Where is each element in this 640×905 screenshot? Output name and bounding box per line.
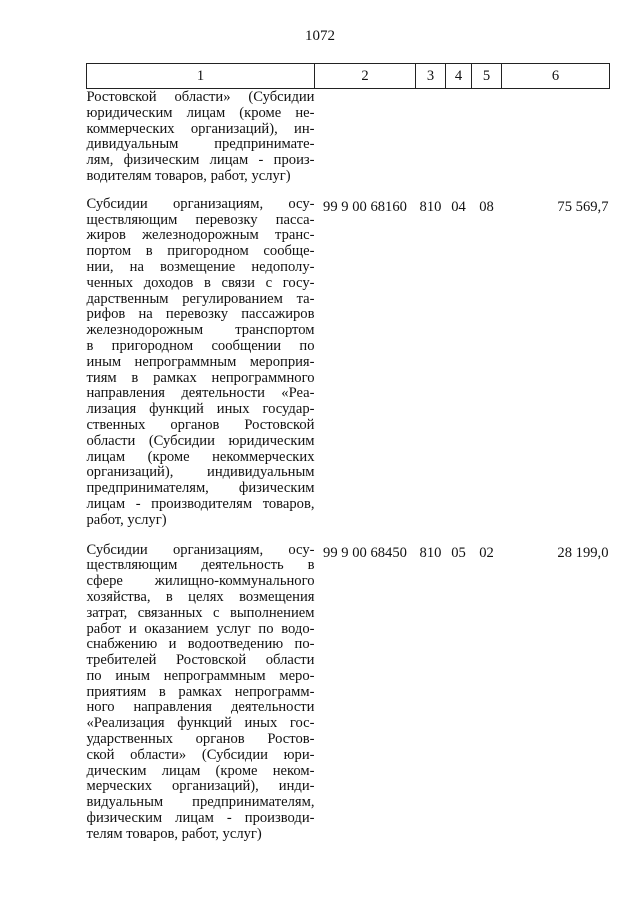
description-line: Субсидии организациям, осу- <box>86 541 315 558</box>
row-target-code: 99 9 00 68450 <box>323 544 407 561</box>
description-line: жиров железнодорожным транс- <box>86 227 315 244</box>
description-line: портом в пригородном сообще- <box>86 243 315 260</box>
description-line: работ и оказанием услуг по водо- <box>86 620 315 637</box>
row-description <box>87 543 315 843</box>
description-line: работ, услуг) <box>86 511 167 528</box>
header-col-3: 3 <box>416 64 446 89</box>
header-col-1: 1 <box>87 64 315 89</box>
description-line: хозяйства, в целях возмещения <box>86 588 315 605</box>
row-subsection: 08 <box>479 198 494 215</box>
description-line: юридическим лицам (кроме не- <box>86 104 315 121</box>
description-line: физическим лицам - производи- <box>86 810 315 827</box>
table-row <box>87 197 610 543</box>
description-line: области (Субсидии юридическим <box>86 432 315 449</box>
description-line: иным непрограммным мероприя- <box>86 353 315 370</box>
description-line: коммерческих организаций), ин- <box>86 120 315 137</box>
description-line: железнодорожным транспортом <box>86 322 315 339</box>
table-body <box>87 89 610 843</box>
page-number: 1072 <box>305 28 335 44</box>
description-line: лям, физическим лицам - произ- <box>86 152 315 169</box>
description-line: лицам (кроме некоммерческих <box>86 448 315 465</box>
description-line: видуальным предпринимателям, <box>86 794 315 811</box>
description-line: приятиям в рамках непрограмм- <box>86 683 315 700</box>
description-line: телям товаров, работ, услуг) <box>86 825 262 842</box>
description-line: «Реализация функций иных гос- <box>86 715 315 732</box>
description-line: лицам - производителям товаров, <box>86 495 315 512</box>
row-amount: 75 569,7 <box>557 198 609 215</box>
description-line: ного направления деятельности <box>86 699 315 716</box>
description-line: ственных органов Ростовской <box>86 416 315 433</box>
row-expense-type <box>416 89 446 197</box>
row-subsection: 02 <box>479 544 494 561</box>
header-col-5: 5 <box>472 64 502 89</box>
description-line: водителям товаров, работ, услуг) <box>86 167 291 184</box>
description-line: дарственным регулированием та- <box>86 290 315 307</box>
description-line: в пригородном сообщении по <box>86 337 315 354</box>
description-line: Субсидии организациям, осу- <box>86 195 315 212</box>
budget-table <box>86 63 610 843</box>
row-expense-type: 810 <box>419 198 442 215</box>
row-section: 04 <box>451 198 466 215</box>
description-line: Ростовской области» (Субсидии <box>86 89 315 105</box>
row-section <box>446 89 472 197</box>
row-expense-type: 810 <box>419 544 442 561</box>
row-amount <box>502 89 610 197</box>
description-line: предпринимателям, физическим <box>86 480 315 497</box>
row-description <box>87 89 315 197</box>
row-amount: 28 199,0 <box>557 544 609 561</box>
description-line: ударственных органов Ростов- <box>86 731 315 748</box>
description-line: нии, на возмещение недополу- <box>86 258 315 275</box>
description-line: снабжению и водоотведению по- <box>86 636 315 653</box>
description-line: лизация функций иных государ- <box>86 401 315 418</box>
description-line: ченных доходов в связи с госу- <box>86 274 315 291</box>
description-line: по иным непрограммным меро- <box>86 667 315 684</box>
description-line: ществляющим перевозку пасса- <box>86 211 315 228</box>
row-section: 05 <box>451 544 466 561</box>
description-line: организаций), индивидуальным <box>86 464 315 481</box>
description-line: дивидуальным предпринимате- <box>86 136 315 153</box>
description-line: затрат, связанных с выполнением <box>86 604 315 621</box>
description-line: сфере жилищно-коммунального <box>86 573 315 590</box>
description-line: требителей Ростовской области <box>86 652 315 669</box>
description-line: тиям в рамках непрограммного <box>86 369 315 386</box>
description-line: ществляющим деятельность в <box>86 557 315 574</box>
row-subsection <box>472 89 502 197</box>
table-row <box>87 89 610 197</box>
table-header-row <box>87 64 610 89</box>
row-target-code: 99 9 00 68160 <box>323 198 407 215</box>
header-col-6: 6 <box>502 64 610 89</box>
description-line: дическим лицам (кроме неком- <box>86 762 315 779</box>
header-col-2: 2 <box>315 64 416 89</box>
table-row <box>87 543 610 843</box>
description-line: ской области» (Субсидии юри- <box>86 746 315 763</box>
description-line: направления деятельности «Реа- <box>86 385 315 402</box>
row-description <box>87 197 315 543</box>
row-target-code <box>315 89 416 197</box>
header-col-4: 4 <box>446 64 472 89</box>
description-line: мерческих организаций), инди- <box>86 778 315 795</box>
description-line: рифов на перевозку пассажиров <box>86 306 315 323</box>
